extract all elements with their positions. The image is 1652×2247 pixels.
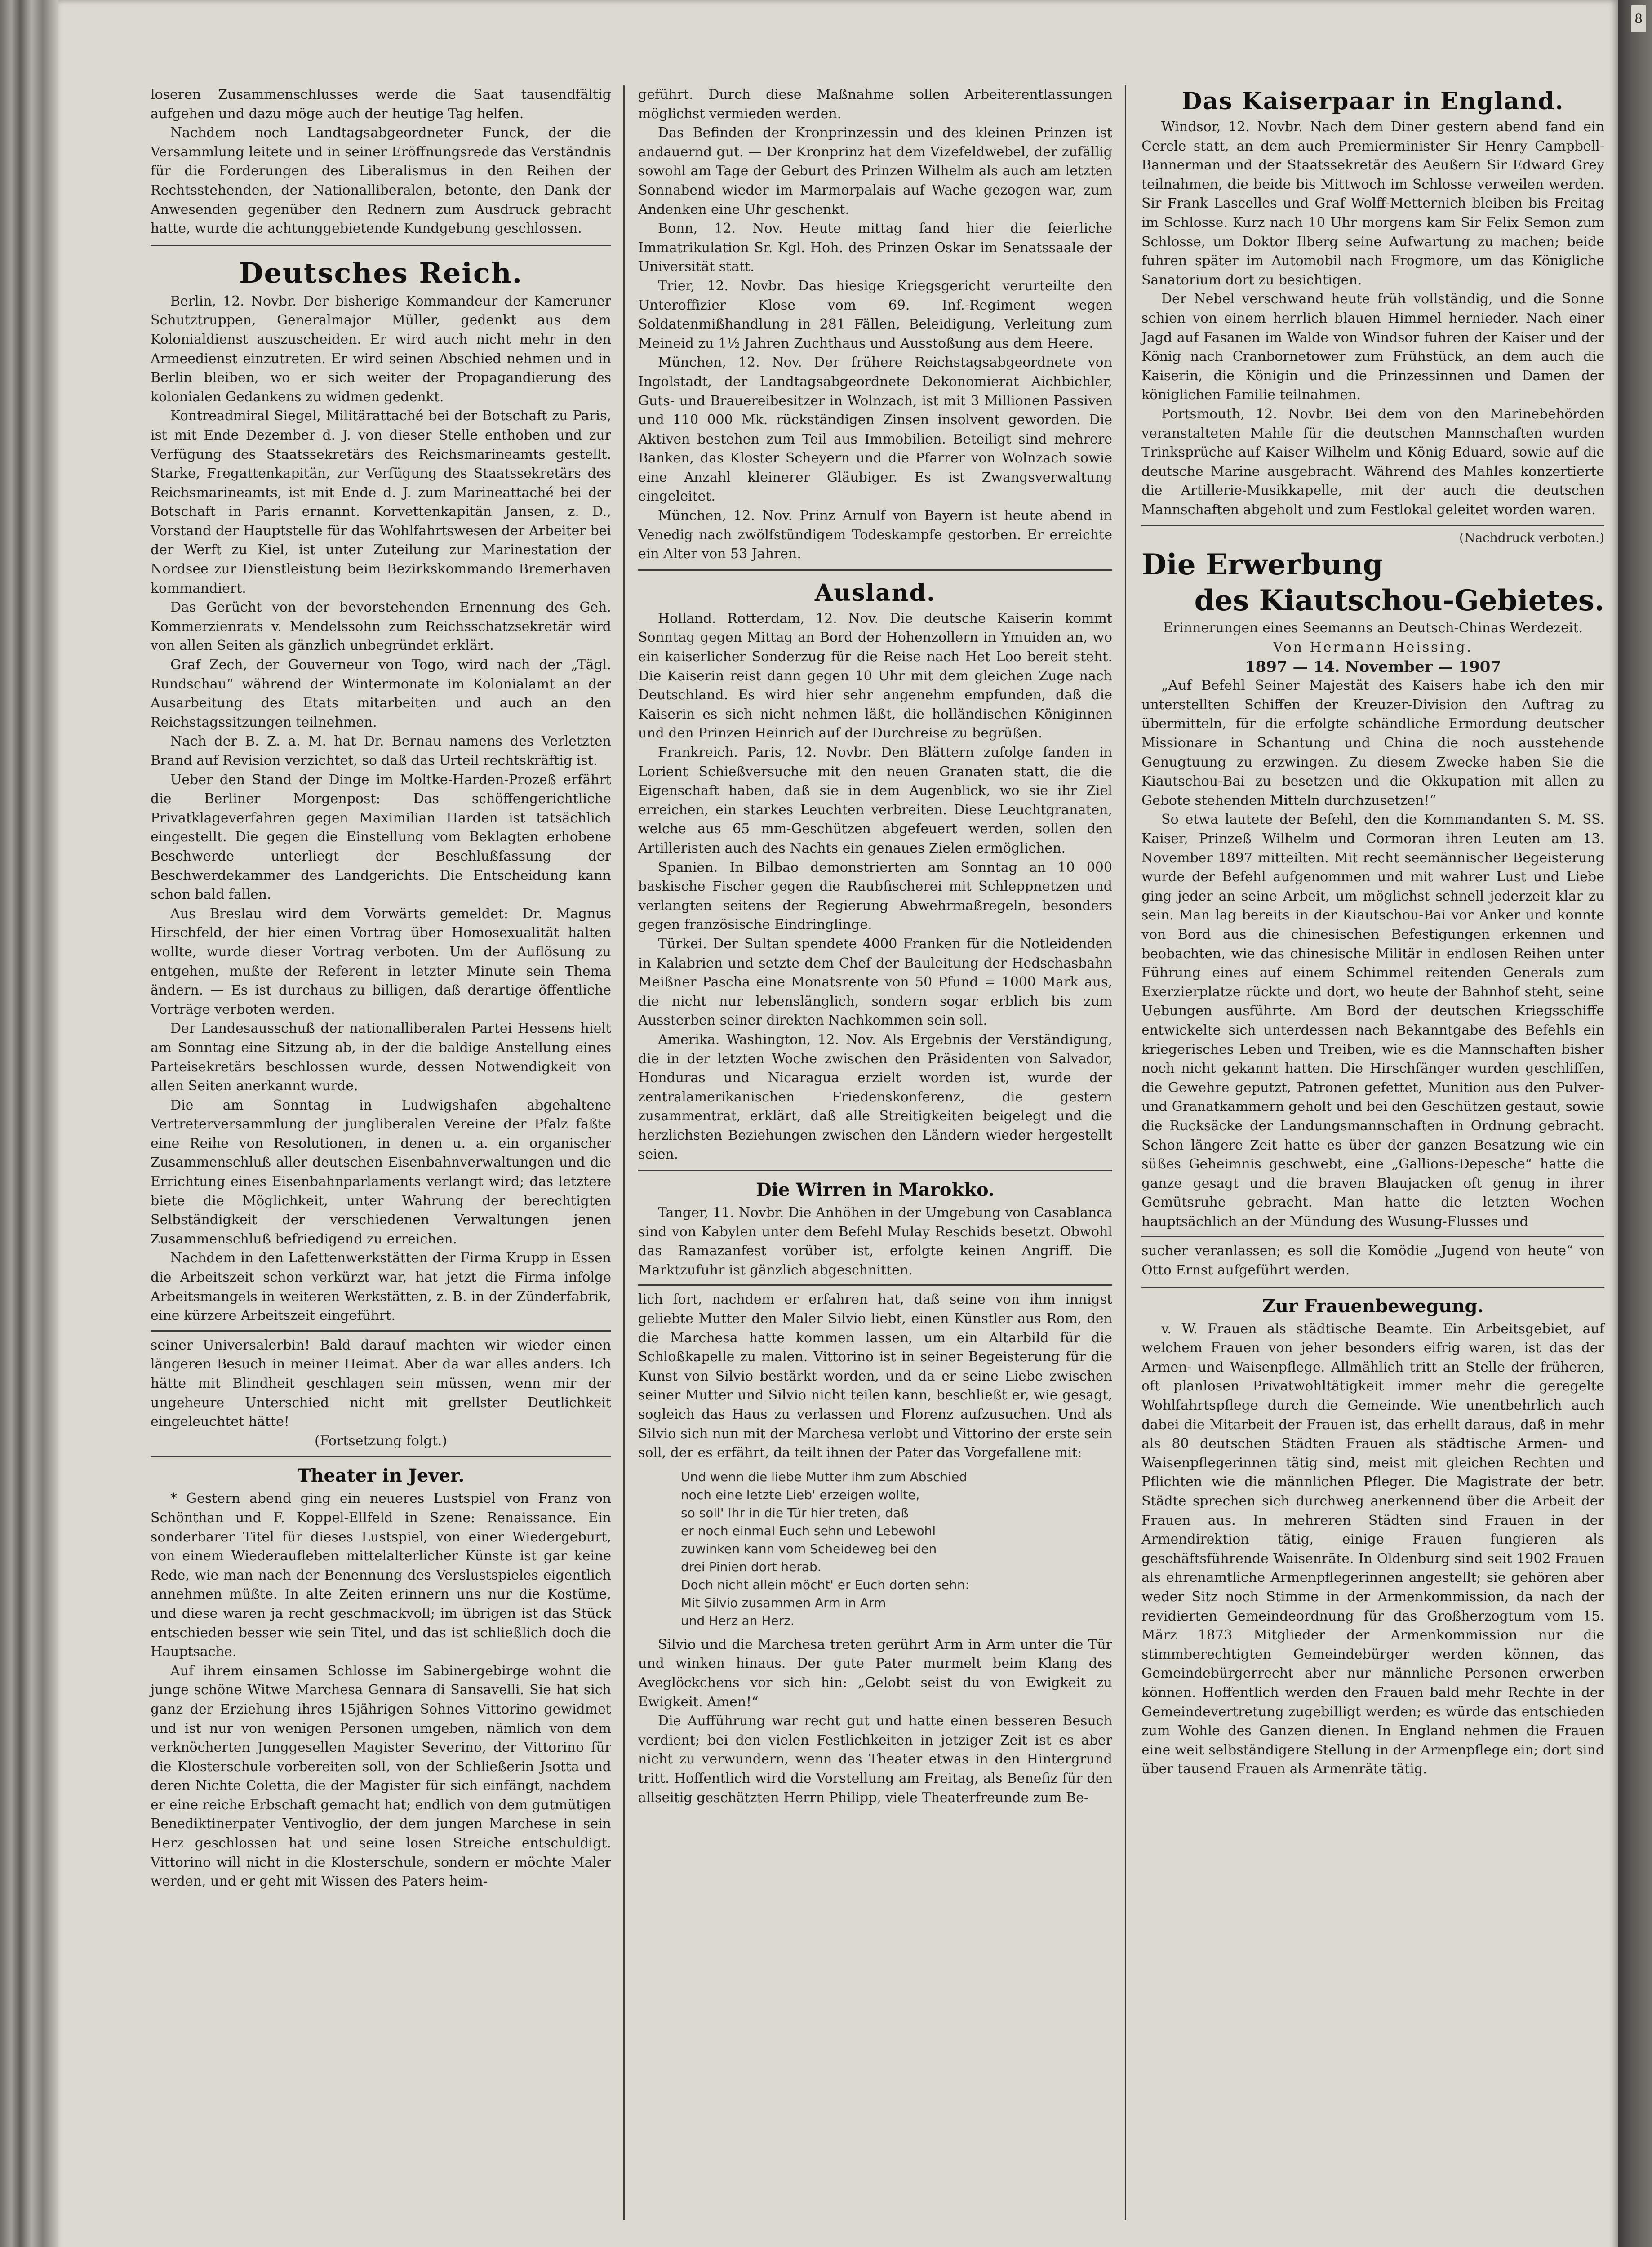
- news-item-spanien: Spanien. In Bilbao demonstrierten am Sonntag an 10 000 baskische Fischer gegen die Raubfischerei mit Schleppnetzen und verlangten seitens der Regierung Abwehrmaßregeln, besonders gegen französische Eindringlinge.: [638, 859, 1112, 933]
- news-item: Nach der B. Z. a. M. hat Dr. Bernau namens des Verletzten Brand auf Revision verzichtet, so daß das Urteil rechtskräftig ist.: [151, 733, 611, 768]
- section-divider: [638, 569, 1112, 571]
- verse-line: Doch nicht allein möcht' er Euch dorten sehn:: [681, 1577, 969, 1592]
- news-item: v. W. Frauen als städtische Beamte. Ein Arbeitsgebiet, auf welchem Frauen von jeher besonders eifrig waren, ist das der Armen- und Waisenpflege. Allmählich tritt an Stelle der früheren, oft planlosen Privatwohltätigkeit immer mehr die geregelte Wohlfahrtspflege durch die Gemeinde. Wie unentbehrlich auch dabei die Mitarbeit der Frauen ist, das erhellt daraus, daß in mehr als 80 deutschen Städten Frauen als städtische Armen- und Waisenpflegerinnen tätig sind, meist mit gleichen Rechten und Pflichten wie die männlichen Pfleger. Die Magistrate der betr. Städte sprechen sich durchweg anerkennend über die Arbeit der Frauen aus. In mehreren Städten sind Frauen in der Armendirektion tätig, einige Frauen fungieren als geschäftsführende Waisenräte. In Oldenburg sind seit 1902 Frauen als ehrenamtliche Armenpflegerinnen angestellt; sie gehören aber weder Sitz noch Stimme in der Armenkommission, da nach der revidierten Gemeindeordnung für das Großherzogtum vom 15. März 1873 Mitglieder der Armenkommission nur die stimmberechtigten Gemeindebürger werden können, das Gemeindebürgerrecht aber nur männliche Personen erwerben können. Hoffentlich werden den Frauen bald mehr Rechte in der Gemeindevertretung zugebilligt werden; es würde das entschieden zum Wohle des Ganzen dienen. In England nehmen die Frauen eine weit selbständigere Stellung in der Armenpflege ein; dort sind über tausend Frauen als Armenräte tätig.: [1141, 1321, 1604, 1777]
- feature-dateline: 1897 — 14. November — 1907: [1244, 657, 1501, 676]
- feuilleton-divider: [638, 1284, 1112, 1286]
- stacked-page-edges: [0, 0, 58, 2247]
- news-item: Bonn, 12. Nov. Heute mittag fand hier die feierliche Immatrikulation Sr. Kgl. Hoh. des Prinzen Oskar im Senatssaale der Universität statt.: [638, 221, 1112, 275]
- section-heading-marokko: Die Wirren in Marokko.: [756, 1179, 995, 1201]
- section-heading-ausland: Ausland.: [814, 579, 936, 607]
- verse-line: Und wenn die liebe Mutter ihm zum Abschied: [681, 1469, 968, 1484]
- news-item: Nachdem in den Lafettenwerkstätten der Firma Krupp in Essen die Arbeitszeit schon verkürzt war, hat jetzt die Firma infolge Arbeitsmangels in weiteren Werkstätten, z. B. in der Zünderfabrik, eine kürzere Arbeitszeit eingeführt.: [151, 1250, 611, 1324]
- news-item-frankreich: Frankreich. Paris, 12. Novbr. Den Blättern zufolge fanden in Lorient Schießversuche mit den neuen Granaten statt, die die Eigenschaft haben, daß sie in dem Augenblick, wo sie ihr Ziel erreichen, ein starkes Leuchten verbreiten. Diese Leuchtgranaten, welche aus 65 mm-Geschützen abgefeuert werden, sollen den Artilleristen auch des Nachts ein genaues Zielen ermöglichen.: [638, 745, 1112, 856]
- news-item: Aus Breslau wird dem Vorwärts gemeldet: Dr. Magnus Hirschfeld, der hier einen Vortrag über Homosexualität halten wollte, wurde dieser Vortrag verboten. Um der Auflösung zu entgehen, mußte der Referent in letzter Minute sein Thema ändern. — Es ist durchaus zu billigen, daß derartige öffentliche Vorträge verboten werden.: [151, 906, 611, 1017]
- news-item: Der Landesausschuß der nationalliberalen Partei Hessens hielt am Sonntag eine Sitzung ab, in der die baldige Anstellung eines Parteisekretärs beschlossen wurde, dessen Notwendigkeit von allen Seiten anerkannt wurde.: [151, 1021, 611, 1094]
- news-item: München, 12. Nov. Prinz Arnulf von Bayern ist heute abend in Venedig nach zwölfstündigem Todeskampfe gestorben. Er erreichte ein Alter von 53 Jahren.: [638, 508, 1112, 562]
- section-heading-kaiserpaar: Das Kaiserpaar in England.: [1181, 88, 1564, 115]
- news-item: München, 12. Nov. Der frühere Reichstagsabgeordnete von Ingolstadt, der Landtagsabgeordnete Dekonomierat Aichbichler, Guts- und Brauereibesitzer in Wolnzach, ist mit 3 Millionen Passiven und 110 000 Mk. rückständigen Zinsen insolvent geworden. Die Aktiven bestehen zum Teil aus Immobilien. Beteiligt sind mehrere Banken, das Kloster Scheyern und die Pfarrer von Wolnzach sowie eine Anzahl kleinerer Gläubiger. Es ist Zwangsverwaltung eingeleitet.: [638, 355, 1112, 505]
- news-item-holland: Holland. Rotterdam, 12. Nov. Die deutsche Kaiserin kommt Sonntag gegen Mittag an Bord der Hohenzollern in Ymuiden an, wo ein kaiserlicher Sonderzug für die Reise nach Het Loo bereit steht. Die Kaiserin reist dann gegen 10 Uhr mit dem gleichen Zuge nach Deutschland. Es wird hier sehr angenehm empfunden, daß die Kaiserin es sich nicht nehmen läßt, die holländischen Königinnen und den Prinzen Heinrich auf der Durchreise zu begrüßen.: [638, 610, 1112, 742]
- column-3: [1141, 85, 1604, 1779]
- news-item: Das Befinden der Kronprinzessin und des kleinen Prinzen ist andauernd gut. — Der Kronprinz hat dem Vizefeldwebel, der zufällig sowohl am Tage der Geburt des Prinzen Wilhelm als auch am letzten Sonnabend wieder im Marmorpalais auf Wache gezogen war, zum Andenken eine Uhr geschenkt.: [638, 125, 1112, 218]
- theater-review-text: Silvio und die Marchesa treten gerührt Arm in Arm unter die Tür und winken hinaus. Der gute Pater murmelt beim Klang des Aveglöckchens vor sich hin: „Gelobt seist du von Ewigkeit zu Ewigkeit. Amen!“: [638, 1636, 1112, 1710]
- verse-line: zuwinken kann vom Scheideweg bei den: [681, 1541, 937, 1556]
- section-divider: [1141, 525, 1604, 526]
- verse-line: Mit Silvio zusammen Arm in Arm: [681, 1595, 886, 1610]
- serial-continuation: (Fortsetzung folgt.): [315, 1433, 447, 1449]
- feature-author: Von Hermann Heissing.: [1273, 639, 1473, 656]
- news-item: Graf Zech, der Gouverneur von Togo, wird nach der „Tägl. Rundschau“ während der Wintermonate im Kolonialamt an der Ausarbeitung des Etats mitarbeiten und auch an den Reichstagssitzungen teilnehmen.: [151, 657, 611, 730]
- section-divider: [151, 245, 611, 246]
- section-divider: [1141, 1287, 1604, 1288]
- column-rule-left: [623, 85, 625, 2220]
- news-item: Windsor, 12. Novbr. Nach dem Diner gestern abend fand ein Cercle statt, an dem auch Premierminister Sir Henry Campbell-Bannerman und der Staatssekretär des Aeußern Sir Edward Grey teilnahmen, die beide bis Mittwoch im Schlosse verweilen werden. Sir Frank Lascelles und Graf Wolff-Metternich bleiben bis Freitag im Schlosse. Kurz nach 10 Uhr morgens kam Sir Felix Semon zum Schlosse, um Doktor Ilberg seine Aufwartung zu machen; beide fuhren später im Automobil nach Frogmore, um das Königliche Sanatorium dort zu besichtigen.: [1141, 119, 1604, 288]
- section-heading-frauenbewegung: Zur Frauenbewegung.: [1262, 1295, 1484, 1317]
- news-item: Das Gerücht von der bevorstehenden Ernennung des Geh. Kommerzienrats v. Mendelssohn zum Reichsschatzsekretär wird von allen Seiten als gänzlich unbegründet erklärt.: [151, 599, 611, 654]
- news-item: geführt. Durch diese Maßnahme sollen Arbeiterentlassungen möglichst vermieden werden.: [638, 87, 1112, 122]
- news-item: Der Nebel verschwand heute früh vollständig, und die Sonne schien von einem herrlich blauen Himmel hernieder. Nach einer Jagd auf Fasanen im Walde von Windsor fuhren der Kaiser und der König nach Cranbornetower zum Frühstück, an dem auch die Kaiserin, die Königin und die Prinzessinnen und Damen der königlichen Familie teilnahmen.: [1141, 291, 1604, 403]
- verse-line: drei Pinien dort herab.: [681, 1559, 822, 1574]
- feature-title-line-2: des Kiautschou-Gebietes.: [1194, 584, 1604, 618]
- feature-subtitle: Erinnerungen eines Seemanns an Deutsch-Chinas Werdezeit.: [1163, 620, 1583, 636]
- reprint-notice: (Nachdruck verboten.): [1459, 530, 1604, 546]
- verse-line: so soll' Ihr in die Tür hier treten, daß: [681, 1505, 909, 1520]
- theater-review-text: sucher veranlassen; es soll die Komödie „Jugend von heute“ von Otto Ernst aufgeführt werden.: [1141, 1243, 1604, 1279]
- section-divider: [151, 1456, 611, 1457]
- feuilleton-divider: [151, 1330, 611, 1332]
- section-heading-deutsches-reich: Deutsches Reich.: [239, 256, 523, 289]
- news-item: Portsmouth, 12. Novbr. Bei dem von den Marinebehörden veranstalteten Mahle für die deutschen Mannschaften wurden Trinksprüche auf Kaiser Wilhelm und König Eduard, sowie auf die deutsche Marine ausgebracht. Während des Mahles konzertierte die Artillerie-Musikkapelle, mit der auch die deutschen Mannschaften abgeholt und zum Festlokal geleitet worden waren.: [1141, 406, 1604, 518]
- theater-review-text: Auf ihrem einsamen Schlosse im Sabinergebirge wohnt die junge schöne Witwe Marchesa Gennara di Sansavelli. Sie hat sich ganz der Erziehung ihres 15jährigen Sohnes Vittorino gewidmet und ist nur von wenigen Personen umgeben, nämlich von dem verknöcherten Junggesellen Magister Severino, der Vittorino für die Klosterschule vorbereiten soll, von der Schließerin Jsotta und deren Nichte Coletta, die der Magister für sich einfängt, nachdem er eine reiche Erbschaft gemacht hat; endlich von dem gutmütigen Benediktinerpater Ventivoglio, der dem jungen Marchese in sein Herz geschlossen hat und seine losen Streiche entschuldigt. Vittorino will nicht in die Klosterschule, sondern er möchte Maler werden, und er geht mit Wissen des Paters heim-: [151, 1663, 611, 1890]
- page-number: 8: [1631, 5, 1646, 32]
- news-item-tuerkei: Türkei. Der Sultan spendete 4000 Franken für die Notleidenden in Kalabrien und setzte dem Chef der Bauleitung der Hedschasbahn Meißner Pascha eine Monatsrente von 50 Pfund = 1000 Mark aus, die nicht nur lebenslänglich, sondern sogar erblich bis zum Aussterben seiner direkten Nachkommen sein soll.: [638, 936, 1112, 1029]
- verse-line: noch eine letzte Lieb' erzeigen wollte,: [681, 1487, 920, 1502]
- theater-review-text: * Gestern abend ging ein neueres Lustspiel von Franz von Schönthan und F. Koppel-Ellfeld in Szene: Renaissance. Ein sonderbarer Titel für dieses Lustspiel, von einer Wiedergeburt, von einem Wiederaufleben mittelalterlicher Künste ist gar keine Rede, wie man nach der Benennung des Verslustspieles eigentlich annehmen müßte. In alte Zeiten erinnern uns nur die Kostüme, und diese waren ja recht geschmackvoll; im übrigen ist das Stück entschieden besser wie sein Titel, und das ist schließlich doch die Hauptsache.: [151, 1491, 611, 1660]
- news-item: Tanger, 11. Novbr. Die Anhöhen in der Umgebung von Casablanca sind von Kabylen unter dem Befehl Mulay Reschids besetzt. Obwohl das Ramazanfest vorüber ist, erfolgte keinen Angriff. Die Marktzufuhr ist gänzlich abgeschnitten.: [638, 1205, 1112, 1278]
- news-item: Die am Sonntag in Ludwigshafen abgehaltene Vertreterversammlung der jungliberalen Vereine der Pfalz faßte eine Reihe von Resolutionen, in denen u. a. ein organischer Zusammenschluß aller deutschen Eisenbahnverwaltungen und die Errichtung eines Eisenbahnparlaments verlangt wird; das letztere biete die Möglichkeit, unter Wahrung der berechtigten Selbständigkeit der verschiedenen Verwaltungen jenen Zusammenschluß befriedigend zu erreichen.: [151, 1097, 611, 1247]
- newspaper-sheet: [58, 0, 1618, 2247]
- binding-shadow: [1618, 0, 1652, 2247]
- theater-review-text: Die Aufführung war recht gut und hatte einen besseren Besuch verdient; bei den vielen Festlichkeiten in jetziger Zeit ist es aber nicht zu verwundern, wenn das Theater etwas in den Hintergrund tritt. Hoffentlich wird die Vorstellung am Freitag, als Benefiz für den allseitig geschätzten Herrn Philipp, viele Theaterfreunde zum Be-: [638, 1713, 1112, 1806]
- news-item: Berlin, 12. Novbr. Der bisherige Kommandeur der Kameruner Schutztruppen, Generalmajor Müller, gedenkt aus dem Kolonialdienst auszuscheiden. Er wird auch nicht mehr in den Armeedienst einzutreten. Er wird seinen Abschied nehmen und in Berlin bleiben, wo er sich weiter der Propagandierung des kolonialen Gedankens zu widmen gedenkt.: [151, 293, 611, 405]
- section-divider: [638, 1170, 1112, 1171]
- column-rule-right: [1125, 85, 1126, 2220]
- section-heading-theater: Theater in Jever.: [297, 1465, 465, 1487]
- news-item-amerika: Amerika. Washington, 12. Nov. Als Ergebnis der Verständigung, die in der letzten Woche zwischen den Präsidenten von Salvador, Honduras und Nicaragua erzielt worden ist, wurde der zentralamerikanischen Friedenskonferenz, die gestern zusammentrat, erklärt, daß alle Streitigkeiten beigelegt und die herzlichsten Beziehungen zwischen den Ländern wieder hergestellt seien.: [638, 1031, 1112, 1163]
- feature-text: So etwa lautete der Befehl, den die Kommandanten S. M. SS. Kaiser, Prinzeß Wilhelm und Cormoran ihren Leuten am 13. November 1897 mitteilten. Mit recht seemännischer Begeisterung wurde der Befehl aufgenommen und mit wahrer Lust und Liebe ging jeder an seine Arbeit, um möglichst schnell jederzeit klar zu sein. Man lag bereits in der Kiautschou-Bai vor Anker und konnte von Bord aus die chinesischen Befestigungen erkennen und beobachten, wie das chinesische Militär in endlosen Reihen unter Führung eines auf einem Schimmel reitenden Generals zum Exerzierplatze rückte und dort, wo heute der Bahnhof steht, seine Uebungen ausführte. Am Bord der deutschen Kriegsschiffe entwickelte sich unterdessen nach Bekanntgabe des Befehls ein kriegerisches Leben und Treiben, wie es die Mannschaften bisher noch nicht gekannt hatten. Die Hirschfänger wurden geschliffen, die Gewehre geputzt, Patronen gefettet, Munition aus den Pulver- und Granatkammern geholt und bei den Geschützen gestaut, sowie die Rucksäcke der Landungsmannschaften in Ordnung gebracht. Schon längere Zeit hatte es über der ganzen Besatzung wie ein süßes Geheimnis geschwebt, eine „Gallions-Depesche“ hatte die ganze gesagt und die braven Blaujacken oft genug in ihrer Gemütsruhe gebracht. Man hatte die letzten Wochen hauptsächlich an der Mündung des Wusung-Flusses und: [1141, 812, 1604, 1230]
- verse-line: er noch einmal Euch sehn und Lebewohl: [681, 1523, 936, 1538]
- serial-story-text: seiner Universalerbin! Bald darauf machten wir wieder einen längeren Besuch in meiner Heimat. Aber da war alles anders. Ich hätte mit Blindheit geschlagen sein müssen, wenn mir der ungeheure Unterschied nicht mit grellster Deutlichkeit eingeleuchtet hätte!: [151, 1337, 611, 1430]
- column-1: [151, 85, 611, 1892]
- verse-line: und Herz an Herz.: [681, 1613, 795, 1628]
- news-item: Ueber den Stand der Dinge im Moltke-Harden-Prozeß erfährt die Berliner Morgenpost: Das schöffengerichtliche Privatklageverfahren gegen Maximilian Harden ist tatsächlich eingestellt. Die gegen die Einstellung vom Beklagten erhobene Beschwerde unterliegt der Beschlußfassung der Beschwerdekammer des Landgerichts. Die Entscheidung kann schon bald fallen.: [151, 772, 611, 903]
- article-text: loseren Zusammenschlusses werde die Saat tausendfältig aufgehen und dazu möge auch der heutige Tag helfen.: [151, 87, 611, 122]
- feature-title-line-1: Die Erwerbung: [1141, 548, 1383, 582]
- quoted-verse: [681, 1468, 1112, 1630]
- theater-review-text: lich fort, nachdem er erfahren hat, daß seine von ihm innigst geliebte Mutter den Maler Silvio liebt, einen Künstler aus Rom, den die Marchesa hatte kommen lassen, um ein Altarbild für die Schloßkapelle zu malen. Vittorino ist in seiner Begeisterung für die Kunst von Silvio bestärkt worden, und da er seine Liebe zwischen seiner Mutter und Silvio nicht teilen kann, beschließt er, wie gesagt, sogleich das Haus zu verlassen und Florenz aufzusuchen. Und als Silvio sich nun mit der Marchesa verlobt und Vittorino der erste sein soll, der es erfährt, da teilt ihnen der Pater das Vorgefallene mit:: [638, 1292, 1112, 1461]
- article-text: Nachdem noch Landtagsabgeordneter Funck, der die Versammlung leitete und in seiner Eröffnungsrede das Verständnis für die Forderungen des Liberalismus in den Reihen der Rechtsstehenden, der Nationalliberalen, betonte, den Dank der Anwesenden gegenüber den Rednern zum Ausdruck gebracht hatte, wurde die achtunggebietende Kundgebung geschlossen.: [151, 125, 611, 237]
- feature-text: „Auf Befehl Seiner Majestät des Kaisers habe ich den mir unterstellten Schiffen der Kreuzer-Division den Auftrag zu übermitteln, für die erfolgte schändliche Ermordung deutscher Missionare in Schantung und China die noch ausstehende Genugtuung zu erzwingen. Zu diesem Zwecke haben Sie die Kiautschou-Bai zu besetzen und die Okkupation mit allen zu Gebote stehenden Mitteln durchzusetzen!“: [1141, 678, 1604, 808]
- feuilleton-divider: [1141, 1236, 1604, 1237]
- news-item: Trier, 12. Novbr. Das hiesige Kriegsgericht verurteilte den Unteroffizier Klose vom 69. Inf.-Regiment wegen Soldatenmißhandlung in 281 Fällen, Beleidigung, Verleitung zum Meineid zu 1½ Jahren Zuchthaus und Ausstoßung aus dem Heere.: [638, 278, 1112, 351]
- column-2: [638, 85, 1112, 1807]
- news-item: Kontreadmiral Siegel, Militärattaché bei der Botschaft zu Paris, ist mit Ende Dezember d. J. von dieser Stelle enthoben und zur Verfügung des Staatssekretärs des Reichsmarineamts gestellt. Starke, Fregattenkapitän, zur Verfügung des Staatssekretärs des Reichsmarineamts, ist mit Ende d. J. zum Marineattaché bei der Botschaft in Paris ernannt. Korvettenkapitän Jansen, z. D., Vorstand der Hauptstelle für das Wohlfahrtswesen der Arbeiter bei der Werft zu Kiel, ist unter Zuteilung zur Marinestation der Nordsee zur Dienstleistung beim Bezirkskommando Bremerhaven kommandiert.: [151, 408, 611, 596]
